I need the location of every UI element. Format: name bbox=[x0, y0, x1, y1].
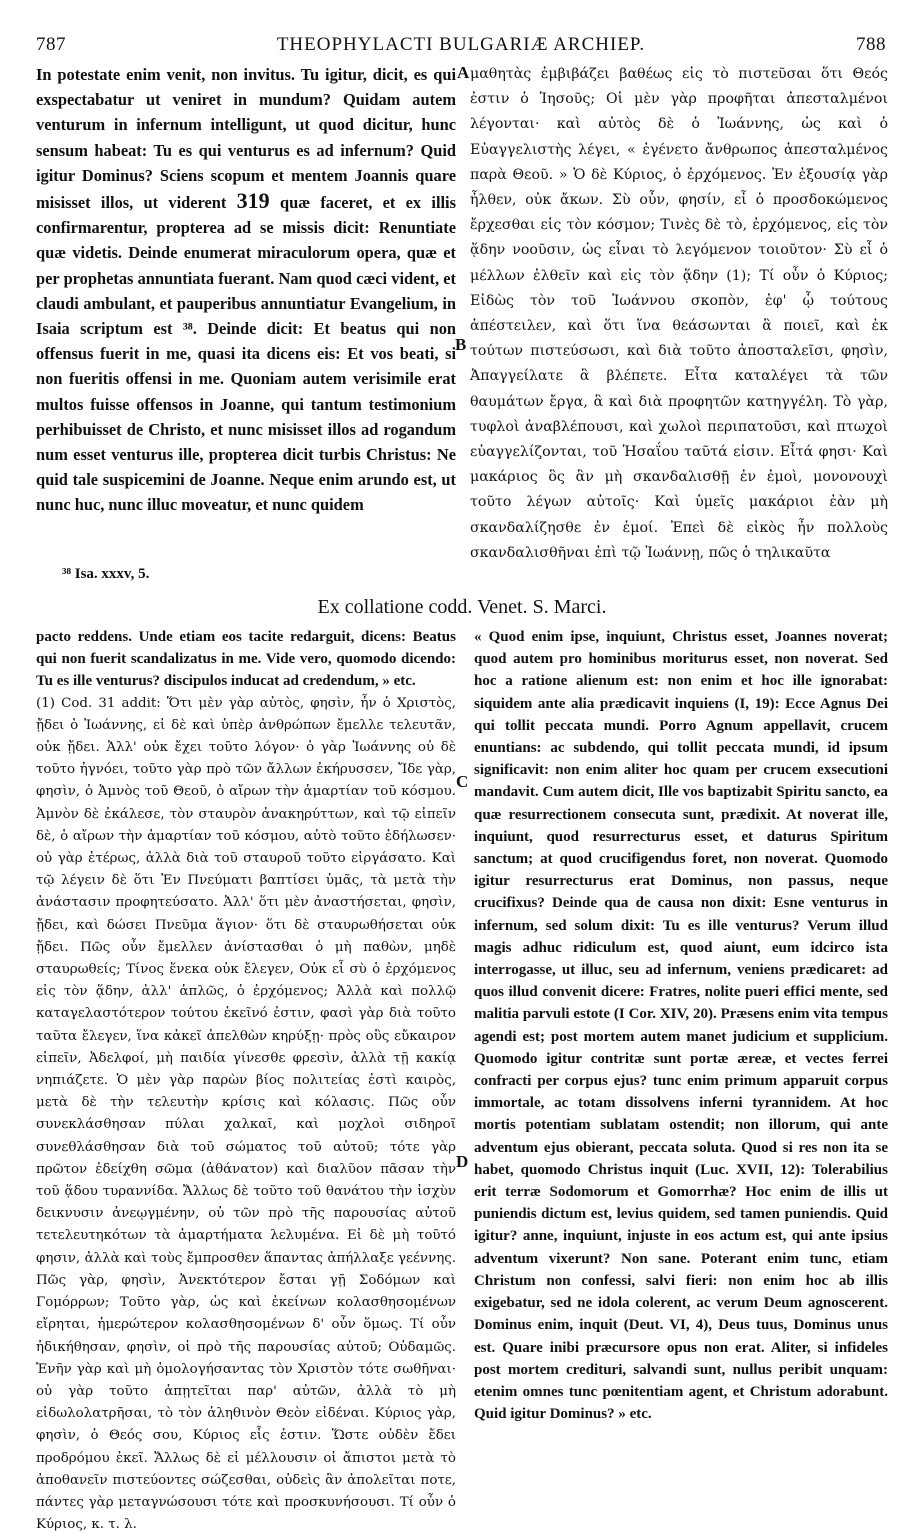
running-header bbox=[36, 34, 886, 58]
note-greek-codex: (1) Cod. 31 addit: Ὅτι μὲν γὰρ αὐτὸς, φησὶν, ἦν ὁ Χριστὸς, ᾔδει ὁ Ἰωάννης, εἰ δὲ καὶ ὑπὲρ ἀνθρώπων ἔμελλε τελευτᾶν, οὐκ ᾔδει. Ἀλλ' οὐκ ἔχει τοῦτο λόγον· ὁ γὰρ Ἰωάννης οὐ δὲ τοῦτο ἠγνόει, τοῦτο γὰρ πρὸ τῶν ἄλλων ἐκήρυσσεν, Ἴδε γὰρ, φησὶν, ὁ Ἀμνὸς τοῦ Θεοῦ, ὁ αἴρων τὴν ἁμαρτίαν τοῦ κόσμου. Ἀμνὸν δὲ ἐκάλεσε, τὸν σταυρὸν ἀνακηρύττων, καὶ τῷ εἰπεῖν δὲ, ὁ αἴρων τὴν ἁμαρτίαν τοῦ κόσμου, αὐτὸ τοῦτο ἐδήλωσεν· οὐ γὰρ ἑτέρως, ἀλλὰ διὰ τοῦ σταυροῦ τοῦτο εἰργάσατο. Καὶ τῷ λέγειν δὲ ὅτι Ἐν Πνεύματι βαπτίσει ὑμᾶς, τὰ μετὰ τὴν ἀνάστασιν προφητεύσατο. Ἀλλ' ὅτι μὲν ἀναστήσεται, φησὶν, ᾔδει, καὶ δώσει Πνεῦμα ἅγιον· ὅτι δὲ σταυρωθήσεται οὐκ ᾔδει. Πῶς οὖν ἔμελλεν ἀνίστασθαι ὁ μὴ παθὼν, μηδὲ σταυρωθείς; Τίνος ἕνεκα οὐκ ἔλεγεν, Οὐκ εἶ σὺ ὁ ἐρχόμενος εἰς τὸν ᾅδην, ἀλλ' ἁπλῶς, ὁ ἐρχόμενος; Ἀλλὰ καὶ πολλῷ καταγελαστότερον τούτου ἐκεῖνό ἐστιν, φασὶ γὰρ διὰ τοῦτο ταῦτα ἔλεγεν, ἵνα κἀκεῖ ἀπελθὼν κηρύξῃ· πρὸς οὓς εὔκαιρον εἰπεῖν, Ἀδελφοί, μὴ παιδία γίνεσθε φρεσὶν, ἀλλὰ τῇ κακίᾳ νηπιάζετε. Ὁ μὲν γὰρ παρὼν βίος πολιτείας ἐστὶ καιρὸς, μετὰ δὲ τὴν τελευτὴν κρίσις καὶ κόλασις. Πῶς οὖν συνεκλάσθησαν πύλαι χαλκαῖ, καὶ μοχλοὶ σιδηροῖ συνεθλάσθησαν διὰ τοῦ σώματος τοῦ αὐτοῦ; τότε γὰρ πρῶτον ἐδείχθη σῶμα (ἀθάνατον) καὶ διαλῦον πᾶσαν τὴν τοῦ ᾅδου τυραννίδα. Ἄλλως δὲ τοῦτο τοῦ θανάτου τὴν ἰσχὺν δεικνυσιν ἀνεῳγμένην, οὐ τῶν πρὸ τῆς παρουσίας αὐτοῦ τετελευτηκότων τὰ ἁμαρτήματα λελυμένα. Εἰ δὲ μὴ τοῦτό φησιν, ἀλλὰ καὶ τοὺς ἔμπροσθεν ἅπαντας ἀπήλλαξε γεέννης. Πῶς γὰρ, φησὶν, Ἀνεκτότερον ἔσται γῇ Σοδόμων καὶ Γομόρρων; Τοῦτο γὰρ, ὡς καὶ ἐκείνων κολασθησομένων εἴρηται, ἠμερώτερον κολασθησομένων δ' οὖν ὅμως. Τί οὖν ἠδικήθησαν, φησὶν, οἱ πρὸ τῆς παρουσίας αὐτοῦ; Οὐδαμῶς. Ἐνῆν γὰρ καὶ μὴ ὁμολογήσαντας τὸν Χριστὸν τότε σωθῆναι· οὐ γὰρ τοῦτο ἀπῃτεῖται παρ' αὐτῶν, ἀλλὰ τὸ μὴ εἰδωλολατρῆσαι, τὸ τὸν ἀληθινὸν Θεὸν εἰδέναι. Κύριος γὰρ, φησὶν, ὁ Θεός σου, Κύριος εἷς ἐστιν. Ὥστε οὐδὲν ἔδει προδρόμου ἐκεῖ. Ἄλλως δὲ εἰ μέλλουσιν οἱ ἄπιστοι μετὰ τὸ ἀποθανεῖν πιστεύοντες σώζεσθαι, οὐδεὶς ἂν ἀπολεῖται ποτε, πάντες γὰρ μεταγνώσουσι τότε καὶ προσκυνήσουσι. Τί οὖν ὁ Κύριος, κ. τ. λ. bbox=[36, 695, 456, 1533]
greek-paragraph-top: μαθητὰς ἐμβιβάζει βαθέως εἰς τὸ πιστεῦσαι ὅτι Θεός ἐστιν ὁ Ἰησοῦς; Οἱ μὲν γὰρ προφῆται ἀπεσταλμένοι λέγονται· καὶ αὐτὸς δὲ ὁ Ἰωάννης, ὡς καὶ ὁ Εὐαγγελιστὴς λέγει, « ἐγένετο ἄνθρωπος ἀπεσταλμένος παρὰ Θεοῦ. » Ὁ δὲ Κύριος, ὁ ἐρχόμενος. Ἐν ἐξουσίᾳ γὰρ ἦλθεν, οὐκ ἄκων. Σὺ οὖν, φησίν, εἶ ὁ προσδοκώμενος ἔρχεσθαι εἰς τὸν κόσμον; Τινὲς δὲ τὸ, ἐρχόμενος, εἰς τὸν ᾅδην νοοῦσιν, ὡς εἶναι τὸ λεγόμενον τοιοῦτον· Σὺ εἶ ὁ μέλλων ἐλθεῖν καὶ εἰς τὸν ᾅδην (1); Τί οὖν ὁ Κύριος; Εἰδὼς τὸν τοῦ Ἰωάννου σκοπὸν, ἐφ' ᾧ τούτους ἀπέστειλεν, καὶ ὅτι ἵνα θεάσωνται ἃ ποιεῖ, καὶ ἐκ τούτων πιστεύσωσι, καὶ διὰ τοῦτο ἀποσταλεῖσι, φησὶν, Ἀπαγγείλατε ἃ βλέπετε. Εἶτα καταλέγει τὰ τῶν θαυμάτων ἔργα, ἃ καὶ διὰ προφητῶν κατηγγέλη. Τὸ γὰρ, τυφλοὶ ἀναβλέπουσι, καὶ χωλοὶ περιπατοῦσι, καὶ πτωχοὶ εὐαγγελίζονται, τοῦ Ἡσαΐου ταῦτά εἰσιν. Εἶτά φησι· Καὶ μακάριος ὃς ἂν μὴ σκανδαλισθῇ ἐν ἐμοὶ, μονονουχὶ τοῦτο λέγων αὐτοῖς· Καὶ ὑμεῖς μακάριοι ἐὰν μὴ σκανδαλίζησθε ἐν ἐμοί. Ἐπεὶ δὲ εἰκὸς ἦν πολλοὺς σκανδαλισθῆναι ἐπὶ τῷ Ἰωάννῃ, πῶς ὁ τηλικαῦτα bbox=[470, 66, 888, 561]
note-latin-translation: « Quod enim ipse, inquiunt, Christus esset, Joannes noverat; quod autem pro hominibus moriturus esset, non noverat. Sed hoc a ratione alienum est: non enim et hoc ille ignorabat: siquidem ante alia prædicavit inquiens (I, 19): Ecce Agnus Dei qui tollit peccata mundi. Porro Agnum appellavit, crucem enuntians: ac subdendo, qui tollit peccata mundi, id ipsum significavit: non enim aliter hoc quam per crucem exsecutioni mandavit. Cum autem dicit, Ille vos baptizabit Spiritu sancto, ea quæ resurrectionem consecuta sunt, prædixit. At noverat ille, inquiunt, quod resurrecturus esset, et daturus Spiritum sanctum; at quod crucifigendus foret, non noverat. Quomodo igitur resurrecturus erat Dominus, non passus, neque crucifixus? Deinde qua de causa non dixit: Esne venturus in infernum, sed solum dixit: Tu es ille venturus? Verum illud magis adhuc ridiculum est, quod aiunt, eum idcirco ista interrogasse, ut illuc, seu ad infernum, veniens prædicaret: ad quos illud convenit dicere: Fratres, nolite pueri effici mente, sed malitia parvuli estote (I Cor. XIV, 20). Præsens enim vita tempus agendi est; post mortem autem manet judicium et supplicium. Quomodo igitur contritæ sunt portæ æreæ, et vectes ferrei confracti per corpus ejus? tunc enim primum apparuit corpus immortale, ac totam dissolvens inferni tyrannidem. At hoc mortis potentiam sublatam ostendit; non illorum, qui ante adventum ejus obierant, peccata soluta. Quod si res non ita se habet, quomodo Christus inquit (Luc. XVII, 12): Tolerabilius erit terræ Sodomorum et Gomorrhæ? Hoc enim de illis ut puniendis dictum est, levius quidem, sed tamen puniendis. Quid igitur? anne, inquiunt, injuste in eos actum est, qui ante ipsius adventum vixerunt? Non sane. Poterant enim tunc, etiam Christum non confessi, salvi fieri: non enim hoc ab illis exigebatur, sed ne idola colerent, ac verum Deum agnoscerent. Dominus enim, inquit (Deut. VI, 4), Deus tuus, Dominus unus est. Quare inibi præcursore opus non erat. Aliter, si infideles post mortem crediturі, salvandi sunt, nullus peribit unquam: etenim omnes tunc pœnitentiam agent, et Christum adorabunt. Quid igitur Dominus? » etc. bbox=[474, 629, 888, 1423]
margin-marker-d: D bbox=[456, 1152, 469, 1171]
margin-marker-a: A bbox=[457, 63, 470, 82]
latin-column-top bbox=[36, 62, 456, 562]
latin-text-part-2: quæ faceret, et ex illis confirmarentur, propterea ad se missis dicit: Renuntiate quæ videtis. Deinde enumerat miraculorum opera, quæ et per prophetas annuntiata fuerant. Nam quod cæci vident, et claudi ambulant, et pauperibus annuntiatur Evangelium, in Isaia scriptum est ³⁸. Deinde dicit: Et beatus qui non offensus fuerit in me, quasi ita dicens eis: Et vos beati, si non fueritis offensi in me. Quoniam autem verisimile erat multos fuisse offensos in Joanne, qui tantum testimonium perhibuisset de Christo, et nunc misisset illos ad rogandum num esset venturus ille, propterea dicit turbis Christus: Ne quid tale suspicemini de Joanne. Neque enim arundo est, ut nunc huc, nunc illuc moveatur, et nunc quidem bbox=[36, 193, 456, 515]
notes-column-right bbox=[474, 626, 888, 1514]
page-number-left: 787 bbox=[36, 34, 66, 55]
greek-column-top bbox=[470, 62, 888, 562]
section-heading: Ex collatione codd. Venet. S. Marci. bbox=[317, 596, 607, 618]
running-title: THEOPHYLACTI BULGARIÆ ARCHIEP. bbox=[276, 34, 646, 55]
note-latin-continuation: pacto reddens. Unde etiam eos tacite redarguit, dicens: Beatus qui non fuerit scandalizatus in me. Vide vero, quomodo dicendo: Tu es ille venturus? discipulos inducat ad credendum, » etc. bbox=[36, 629, 456, 690]
column-number: 319 bbox=[236, 188, 270, 214]
footnote-isaiah: ³⁸ Isa. xxxv, 5. bbox=[62, 566, 150, 582]
latin-text-part-1: In potestate enim venit, non invitus. Tu igitur, dicit, es qui exspectabatur ut veniret in mundum? Quidam autem venturum in infernum intelligunt, ut quod dicitur, hunc sensum habeat: Tu es qui venturus es ad infernum? Quid igitur Dominus? Sciens scopum et mentem Joannis quare misisset illos, ut viderent bbox=[36, 65, 456, 213]
notes-column-left bbox=[36, 626, 456, 1533]
latin-paragraph-top bbox=[36, 62, 456, 518]
margin-marker-b: B bbox=[455, 335, 467, 354]
margin-marker-c: C bbox=[456, 772, 469, 791]
page-number-right: 788 bbox=[855, 34, 886, 55]
